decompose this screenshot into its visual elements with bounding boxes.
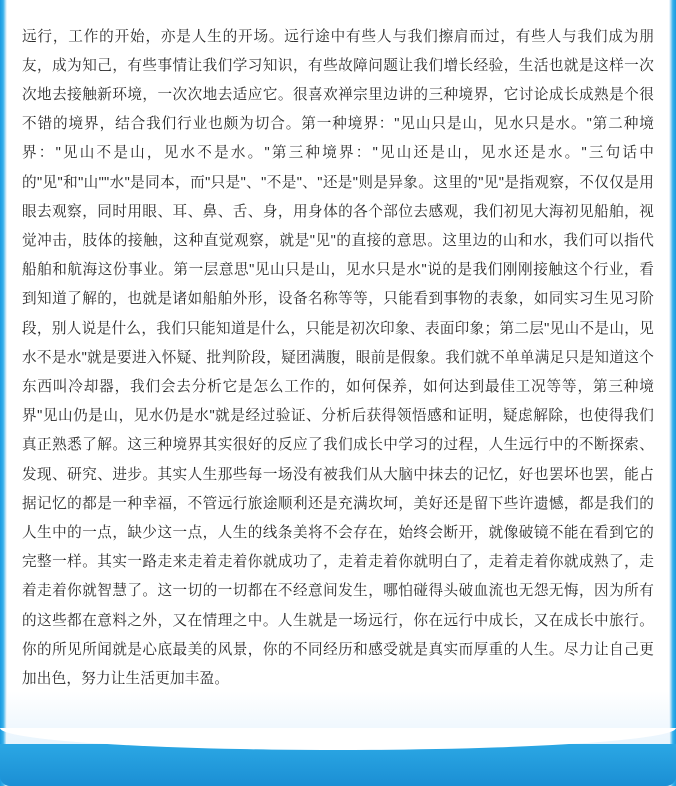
article-paragraph: 远行，工作的开始，亦是人生的开场。远行途中有些人与我们擦肩而过，有些人与我们成为朋友，成为知己，有些事情让我们学习知识，有些故障问题让我们增长经验，生活也就是这样一次次地去接触新环境，一次次地去适应它。很喜欢禅宗里边讲的三种境界，它讨论成长成熟是个很不错的境界，结合我们行业也颇为切合。第一种境界："见山只是山，见水只是水。"第二种境界："见山不是山，见水不是水。"第三种境界："见山还是山，见水还是水。"三句话中 的"见"和"山""水"是同本，而"只是"、"不是"、"还是"则是异象。这里的"见"是指观察，不仅仅是用眼去观察，同时用眼、耳、鼻、舌、身，用身体的各个部位去感观，我们初见大海初见船舶，视觉冲击，肢体的接触，这种直觉观察，就是"见"的直接的意思。这里边的山和水，我们可以指代船舶和航海这份事业。第一层意思"见山只是山，见水只是水"说的是我们刚刚接触这个行业，看到知道了解的，也就是诸如船舶外形，设备名称等等，只能看到事物的表象，如同实习生见习阶段，别人说是什么，我们只能知道是什么，只能是初次印象、表面印象；第二层"见山不是山，见水不是水"就是要进入怀疑、批判阶段，疑团满腹，眼前是假象。我们就不单单满足只是知道这个东西叫冷却器，我们会去分析它是怎么工作的，如何保养，如何达到最佳工况等等，第三种境界"见山仍是山，见水仍是水"就是经过验证、分析后获得领悟感和证明，疑虑解除，也使得我们真正熟悉了解。这三种境界其实很好的反应了我们成长中学习的过程，人生远行中的不断探索、发现、研究、进步。其实人生那些每一场没有被我们从大脑中抹去的记忆，好也罢坏也罢，能占据记忆的都是一种幸福，不管远行旅途顺利还是充满坎坷，美好还是留下些许遗憾，都是我们的人生中的一点，缺少这一点，人生的线条美将不会存在，始终会断开，就像破镜不能在看到它的完整一样。其实一路走来走着走着你就成功了，走着走着你就明白了，走着走着你就成熟了，走着走着你就智慧了。这一切的一切都在不经意间发生，哪怕碰得头破血流也无怨无悔，因为所有的这些都在意料之外，又在情理之中。人生就是一场远行，你在远行中成长，又在成长中旅行。你的所见所闻就是心底最美的风景，你的不同经历和感受就是真实而厚重的人生。尽力让自己更加出色，努力让生活更加丰盈。 — [22, 28, 659, 688]
bottom-decoration-bar — [0, 744, 676, 786]
bottom-curve-shape — [0, 728, 676, 750]
